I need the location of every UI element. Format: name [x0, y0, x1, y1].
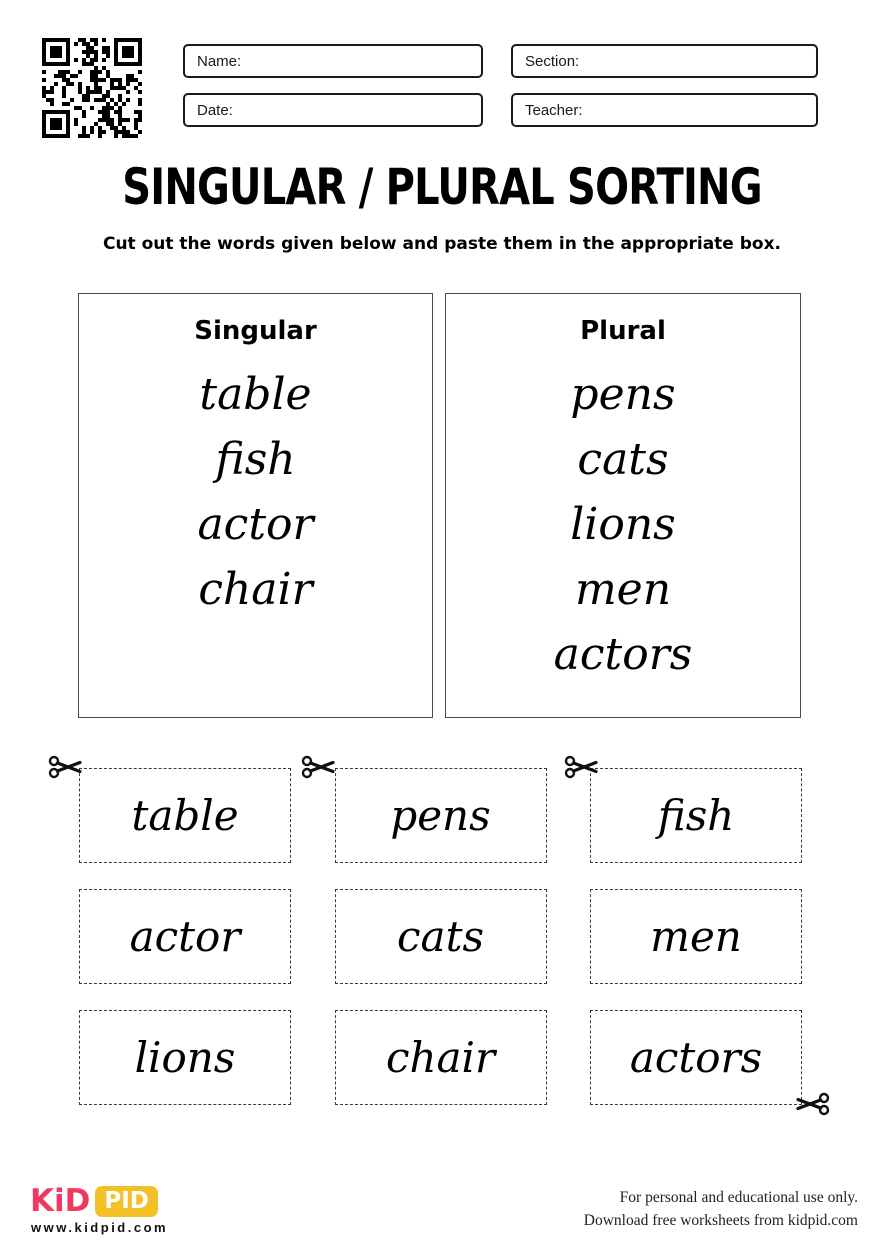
date-field[interactable]	[183, 93, 483, 127]
section-field[interactable]	[511, 44, 818, 78]
singular-word-list	[197, 362, 313, 622]
card-word: cats	[397, 912, 484, 961]
word-card	[590, 768, 802, 863]
logo-pid-badge: PID	[95, 1186, 158, 1217]
word-card	[79, 768, 291, 863]
word-card	[335, 889, 547, 984]
singular-box	[78, 293, 433, 718]
plural-heading: Plural	[580, 316, 666, 346]
word-card	[590, 889, 802, 984]
card-word: lions	[134, 1033, 236, 1082]
footer-note-line1: For personal and educational use only.	[619, 1189, 858, 1206]
scissors-icon	[301, 754, 337, 780]
plural-word: actors	[553, 629, 693, 680]
logo-url: www.kidpid.com	[31, 1220, 169, 1235]
name-field-label: Name:	[197, 52, 242, 70]
card-word: pens	[390, 791, 491, 840]
cutout-card-grid	[79, 768, 802, 1105]
scissors-icon	[794, 1091, 830, 1117]
plural-word: lions	[570, 499, 676, 550]
card-word: actors	[629, 1033, 763, 1082]
word-card	[335, 1010, 547, 1105]
word-card	[335, 768, 547, 863]
singular-word: chair	[198, 564, 313, 615]
footer-note-line2: Download free worksheets from kidpid.com	[583, 1212, 858, 1229]
singular-word: fish	[215, 434, 296, 485]
plural-word: cats	[577, 434, 669, 485]
teacher-field[interactable]	[511, 93, 818, 127]
section-field-label: Section:	[525, 52, 580, 70]
scissors-icon	[564, 754, 600, 780]
logo-kid-text: KiD	[30, 1183, 91, 1219]
singular-word: actor	[197, 499, 314, 550]
qr-code	[42, 38, 142, 138]
plural-word-list	[554, 362, 693, 687]
plural-word: men	[574, 564, 672, 615]
teacher-field-label: Teacher:	[525, 101, 583, 119]
singular-word: table	[199, 369, 312, 420]
date-field-label: Date:	[197, 101, 233, 119]
card-word: actor	[129, 912, 241, 961]
card-word: fish	[657, 791, 735, 840]
scissors-icon	[48, 754, 84, 780]
word-card	[590, 1010, 802, 1105]
singular-heading: Singular	[194, 316, 317, 346]
kidpid-logo	[30, 1183, 158, 1219]
card-word: chair	[385, 1033, 496, 1082]
footer-note	[584, 1186, 858, 1232]
plural-box	[445, 293, 801, 718]
instruction-text: Cut out the words given below and paste them in the appropriate box.	[102, 234, 782, 254]
card-word: men	[650, 912, 742, 961]
page-title: SINGULAR / PLURAL SORTING	[122, 158, 762, 216]
plural-word: pens	[570, 369, 676, 420]
name-field[interactable]	[183, 44, 483, 78]
card-word: table	[131, 791, 239, 840]
word-card	[79, 1010, 291, 1105]
word-card	[79, 889, 291, 984]
